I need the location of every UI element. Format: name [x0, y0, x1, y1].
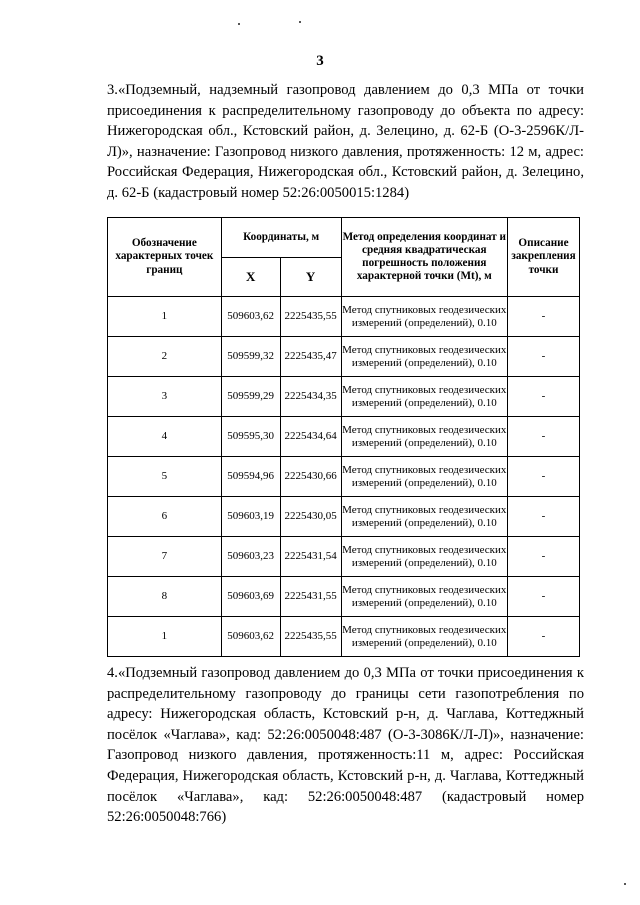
- cell-method: Метод спутниковых геодезических измерений (определений), 0.10: [341, 497, 507, 537]
- cell-method: Метод спутниковых геодезических измерений (определений), 0.10: [341, 337, 507, 377]
- cell-point: 6: [108, 497, 222, 537]
- cell-y: 2225435,55: [280, 617, 341, 657]
- cell-x: 509603,19: [221, 497, 280, 537]
- cell-y: 2225430,05: [280, 497, 341, 537]
- cell-point: 8: [108, 577, 222, 617]
- header-method: Метод определения координат и средняя квадратическая погрешность положения характерной точки (Mt), м: [341, 218, 507, 297]
- cell-description: -: [508, 377, 580, 417]
- cell-point: 1: [108, 617, 222, 657]
- header-designation: Обозначение характерных точек границ: [108, 218, 222, 297]
- cell-point: 2: [108, 337, 222, 377]
- cell-method: Метод спутниковых геодезических измерений (определений), 0.10: [341, 577, 507, 617]
- cell-y: 2225435,47: [280, 337, 341, 377]
- page-number: 3: [316, 53, 324, 69]
- header-coordinates: Координаты, м: [221, 218, 341, 258]
- cell-y: 2225431,54: [280, 537, 341, 577]
- table-row: [108, 497, 580, 537]
- table-row: [108, 417, 580, 457]
- cell-description: -: [508, 497, 580, 537]
- cell-x: 509599,29: [221, 377, 280, 417]
- cell-method: Метод спутниковых геодезических измерений (определений), 0.10: [341, 297, 507, 337]
- scan-speck: [624, 883, 626, 885]
- section-3-paragraph: 3.«Подземный, надземный газопровод давлением до 0,3 МПа от точки присоединения к распределительному газопроводу до объекта по адресу: Нижегородская обл., Кстовский район, д. Зелецино, д. 62-Б (О-3-2596К/Л-Л)», назначение: Газопровод низкого давления, протяженность: 12 м, адрес: Российская Федерация, Нижегородская обл., Кстовский район, д. Зелецино, д. 62-Б (кадастровый номер 52:26:0050015:1284): [107, 82, 584, 201]
- cell-description: -: [508, 297, 580, 337]
- table-row: [108, 577, 580, 617]
- cell-y: 2225434,64: [280, 417, 341, 457]
- cell-x: 509603,62: [221, 617, 280, 657]
- cell-x: 509594,96: [221, 457, 280, 497]
- cell-method: Метод спутниковых геодезических измерений (определений), 0.10: [341, 537, 507, 577]
- cell-x: 509603,69: [221, 577, 280, 617]
- cell-y: 2225435,55: [280, 297, 341, 337]
- cell-point: 4: [108, 417, 222, 457]
- cell-point: 1: [108, 297, 222, 337]
- cell-point: 3: [108, 377, 222, 417]
- cell-description: -: [508, 457, 580, 497]
- scan-speck: [299, 21, 301, 23]
- cell-x: 509595,30: [221, 417, 280, 457]
- cell-x: 509603,62: [221, 297, 280, 337]
- cell-method: Метод спутниковых геодезических измерений (определений), 0.10: [341, 457, 507, 497]
- header-y: Y: [280, 258, 341, 297]
- cell-method: Метод спутниковых геодезических измерений (определений), 0.10: [341, 617, 507, 657]
- cell-description: -: [508, 577, 580, 617]
- cell-description: -: [508, 337, 580, 377]
- cell-y: 2225430,66: [280, 457, 341, 497]
- cell-x: 509603,23: [221, 537, 280, 577]
- table-row: [108, 377, 580, 417]
- section-4-paragraph: 4.«Подземный газопровод давлением до 0,3 МПа от точки присоединения к распределительному газопроводу до границы сети газопотребления по адресу: Нижегородская область, Кстовский р-н, д. Чаглава, Коттеджный посёлок «Чаглава», кад: 52:26:0050048:487 (О-3-3086К/Л-Л)», назначение: Газопровод низкого давления, протяженность:11 м, адрес: Российская Федерация, Нижегородская область, Кстовский р-н, д. Чаглава, Коттеджный посёлок «Чаглава», кад: 52:26:0050048:487 (кадастровый номер 52:26:0050048:766): [107, 665, 584, 826]
- cell-description: -: [508, 537, 580, 577]
- cell-method: Метод спутниковых геодезических измерений (определений), 0.10: [341, 417, 507, 457]
- cell-y: 2225434,35: [280, 377, 341, 417]
- cell-description: -: [508, 417, 580, 457]
- table-row: [108, 457, 580, 497]
- cell-point: 5: [108, 457, 222, 497]
- table-row: [108, 297, 580, 337]
- cell-point: 7: [108, 537, 222, 577]
- table-row: [108, 617, 580, 657]
- table-row: [108, 337, 580, 377]
- cell-y: 2225431,55: [280, 577, 341, 617]
- header-x: X: [221, 258, 280, 297]
- cell-method: Метод спутниковых геодезических измерений (определений), 0.10: [341, 377, 507, 417]
- scan-speck: [238, 23, 240, 25]
- cell-description: -: [508, 617, 580, 657]
- header-description: Описание закрепления точки: [508, 218, 580, 297]
- table-row: [108, 537, 580, 577]
- coordinates-table: [107, 217, 580, 657]
- cell-x: 509599,32: [221, 337, 280, 377]
